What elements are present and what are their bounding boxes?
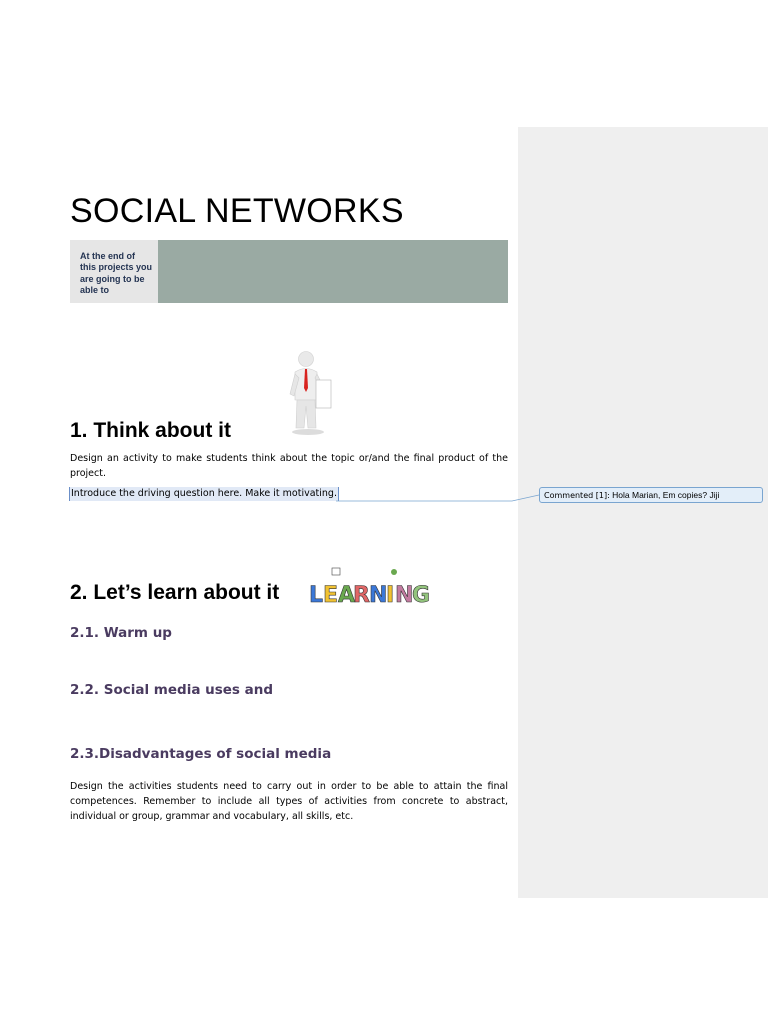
document-title: SOCIAL NETWORKS: [70, 192, 404, 230]
subsection-disadvantages: 2.3.Disadvantages of social media: [70, 746, 332, 762]
logo-letter: L: [309, 583, 324, 608]
section1-heading: 1. Think about it: [70, 419, 231, 442]
comment-balloon[interactable]: [539, 487, 763, 503]
svg-text:N: N: [369, 583, 388, 608]
comment-text: Hola Marian, Em copies? Jiji: [612, 490, 720, 500]
driving-question-text[interactable]: Introduce the driving question here. Make it motivating.: [71, 488, 337, 499]
section2-paragraph: Design the activities students need to carry out in order to be able to attain the final competences. Remember to include all types of activities from concrete to abstract, individual or group, grammar and vocabulary, all skills, etc.: [70, 781, 508, 822]
person-with-paper-figure-icon: [286, 350, 336, 435]
subsection-warm-up: 2.1. Warm up: [70, 625, 172, 641]
objective-label: At the end of this projects you are going to be able to: [70, 240, 158, 303]
svg-text:R: R: [353, 583, 370, 608]
learning-word-logo-icon: [308, 566, 436, 608]
svg-text:A: A: [338, 583, 356, 608]
svg-text:G: G: [412, 583, 431, 608]
subsection-social-media-uses: 2.2. Social media uses and: [70, 682, 274, 698]
svg-text:E: E: [323, 583, 339, 608]
svg-text:N: N: [395, 583, 414, 608]
comment-label: Commented [1]:: [544, 491, 610, 500]
section2-heading: 2. Let’s learn about it: [70, 581, 280, 604]
objective-table: [70, 240, 508, 303]
svg-text:I: I: [386, 583, 395, 608]
objective-content-cell[interactable]: [158, 240, 508, 303]
comment-pane: [518, 127, 768, 898]
section1-paragraph: Design an activity to make students think about the topic or/and the final product of the project.: [70, 453, 508, 479]
